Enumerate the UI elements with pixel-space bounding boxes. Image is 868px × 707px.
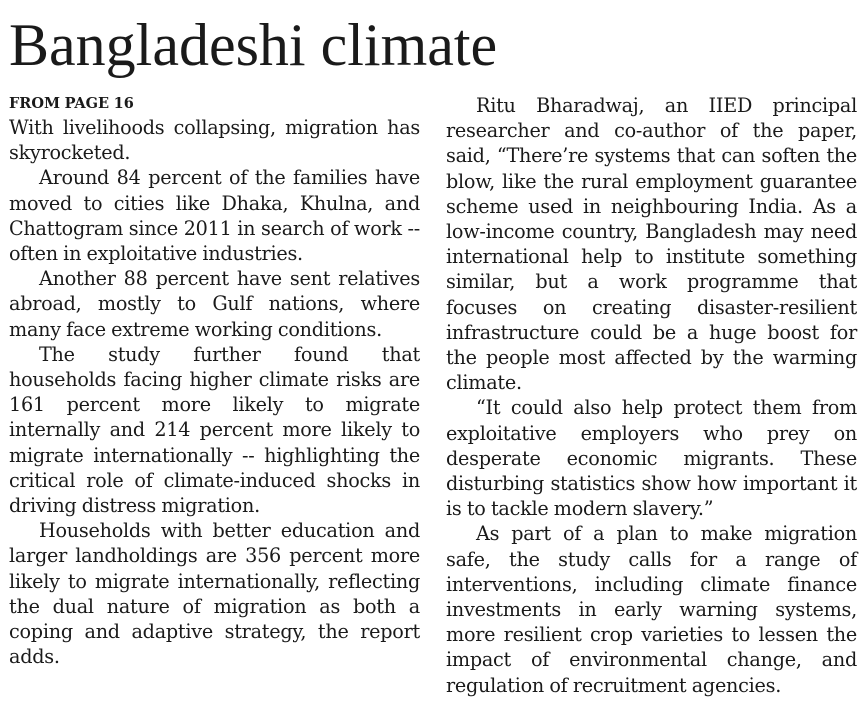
headline: Bangladeshi climate [9,12,498,78]
continued-from-kicker: FROM PAGE 16 [9,95,134,112]
paragraph: “It could also help protect them from exploitative employers who prey on desperate economic migrants. These disturbing statistics show how important it is to tackle modern slavery.” [446,396,857,521]
paragraph: Ritu Bharadwaj, an IIED principal researcher and co-author of the paper, said, “There’re systems that can soften the blow, like the rural employment guarantee scheme used in neighbouring India. As a low-income country, Bangladesh may need international help to institute something similar, but a work programme that focuses on creating disaster-resilient infrastructure could be a huge boost for the people most affected by the warming climate. [446,94,857,395]
article-column-right [446,93,857,698]
paragraph: Around 84 percent of the families have moved to cities like Dhaka, Khulna, and Chattogram since 2011 in search of work -- often in exploitative industries. [9,166,420,266]
paragraph: As part of a plan to make migration safe, the study calls for a range of interventions, including climate finance investments in early warning systems, more resilient crop varieties to lessen the impact of environmental change, and regulation of recruitment agencies. [446,522,857,697]
paragraph: Households with better education and larger landholdings are 356 percent more likely to migrate internationally, reflecting the dual nature of migration as both a coping and adaptive strategy, the report adds. [9,519,420,669]
paragraph: Another 88 percent have sent relatives abroad, mostly to Gulf nations, where many face extreme working conditions. [9,267,420,341]
paragraph: The study further found that households facing higher climate risks are 161 percent more likely to migrate internally and 214 percent more likely to migrate internationally -- highlighting the critical role of climate-induced shocks in driving distress migration. [9,342,420,518]
paragraph: With livelihoods collapsing, migration has skyrocketed. [9,116,420,165]
article-column-left [9,93,420,669]
